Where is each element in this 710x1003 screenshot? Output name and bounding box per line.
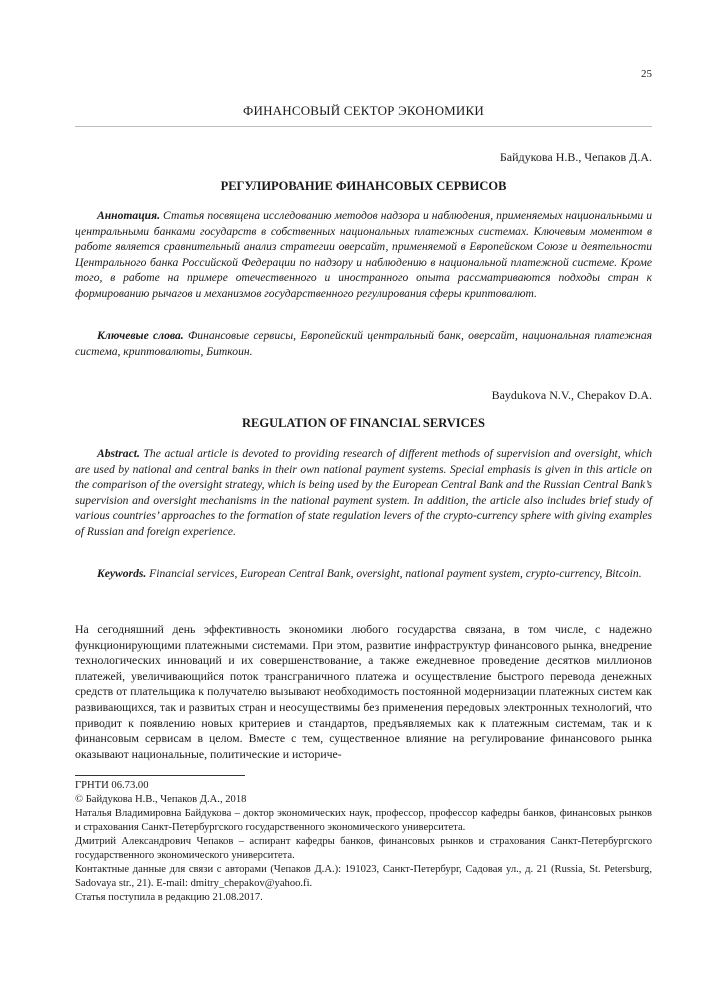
abstract-ru [75, 208, 652, 302]
footnote-grnti: ГРНТИ 06.73.00 [75, 780, 149, 791]
footnote-author-2: Дмитрий Александрович Чепаков – аспирант кафедры банков, финансовых рынков и страхования Санкт-Петербургского государственного экономического университета. [75, 836, 652, 861]
abstract-text-en: The actual article is devoted to providing research of different methods of supervision and oversight, which are used by national and central banks in their own national payment systems. Special emphasis is given in this article on the comparison of the oversight strategy, which is being used by the European Central Bank and the Russian Central Bank’s supervision and oversight mechanisms in the national payment system. In addition, the article also includes brief study of various countries’ approaches to the formation of state regulation levers of the crypto-currency sphere with giving examples of Russian and foreign experience. [75, 447, 652, 538]
keywords-text-en: Financial services, European Central Bank, oversight, national payment system, crypto-currency, Bitcoin. [146, 567, 642, 580]
footnote-copyright: © Байдукова Н.В., Чепаков Д.А., 2018 [75, 794, 247, 805]
section-header: ФИНАНСОВЫЙ СЕКТОР ЭКОНОМИКИ [243, 103, 484, 118]
keywords-label-en: Keywords. [97, 567, 147, 580]
footnote-contacts: Контактные данные для связи с авторами (Чепаков Д.А.): 191023, Санкт-Петербург, Садовая ул., д. 21 (Russia, St. Petersburg, Sadovaya str., 21). E-mail: dmitry_chepakov@yahoo.fi. [75, 864, 652, 889]
keywords-label-ru: Ключевые слова. [97, 329, 184, 342]
footnotes [75, 779, 652, 905]
footnote-divider [75, 775, 245, 776]
footnote-author-1: Наталья Владимировна Байдукова – доктор экономических наук, профессор, профессор кафедры банков, финансовых рынков и страхования Санкт-Петербургского государственного экономического университета. [75, 808, 652, 833]
body-paragraph: На сегодняшний день эффективность экономики любого государства связана, в том числе, с надежно функционирующими платежными системами. При этом, развитие инфраструктур финансового рынка, внедрение технологических инноваций и их совершенствование, а также ежедневное проведение десятков миллионов платежей, увеличивающийся поток трансграничного платежа и осуществление быстрого перевода денежных средств от плательщика к получателю вызывают необходимость постоянной модернизации платежных систем как развивающихся, так и развитых стран и неосуществимы без применения передовых электронных технологий, что приводит к появлению новых критериев и стандартов, предъявляемых как к платежным системам, так и к финансовым сервисам в целом. Вместе с тем, существенное влияние на регулирование финансового рынка оказывают национальные, политические и историче- [75, 622, 652, 761]
footnote-received: Статья поступила в редакцию 21.08.2017. [75, 892, 263, 903]
authors-en: Baydukova N.V., Chepakov D.A. [491, 388, 652, 402]
keywords-ru [75, 328, 652, 359]
abstract-en [75, 446, 652, 540]
article-title-en: REGULATION OF FINANCIAL SERVICES [241, 416, 485, 430]
article-title-ru: РЕГУЛИРОВАНИЕ ФИНАНСОВЫХ СЕРВИСОВ [220, 179, 507, 193]
abstract-label-en: Abstract. [97, 447, 140, 460]
page-number: 25 [641, 68, 652, 80]
keywords-en [75, 566, 652, 582]
keywords-text-ru: Финансовые сервисы, Европейский центральный банк, оверсайт, национальная платежная система, криптовалюты, Биткоин. [75, 329, 653, 358]
abstract-text-ru: Статья посвящена исследованию методов надзора и наблюдения, применяемых национальными и центральными банками государств в собственных национальных платежных системах. Ключевым моментом в работе является сравнительный анализ стратегии оверсайт, применяемой в Европейском Союзе и деятельности Центрального банка Российской Федерации по надзору и наблюдению в национальной платежной системе. Кроме того, в работе на примере отечественного и иностранного опыта рассматриваются подходы стран к формированию рычагов и механизмов государственного регулирования сферы криптовалют. [75, 209, 652, 300]
header-divider [75, 126, 652, 127]
authors-ru: Байдукова Н.В., Чепаков Д.А. [499, 150, 652, 164]
abstract-label-ru: Аннотация. [97, 209, 160, 222]
